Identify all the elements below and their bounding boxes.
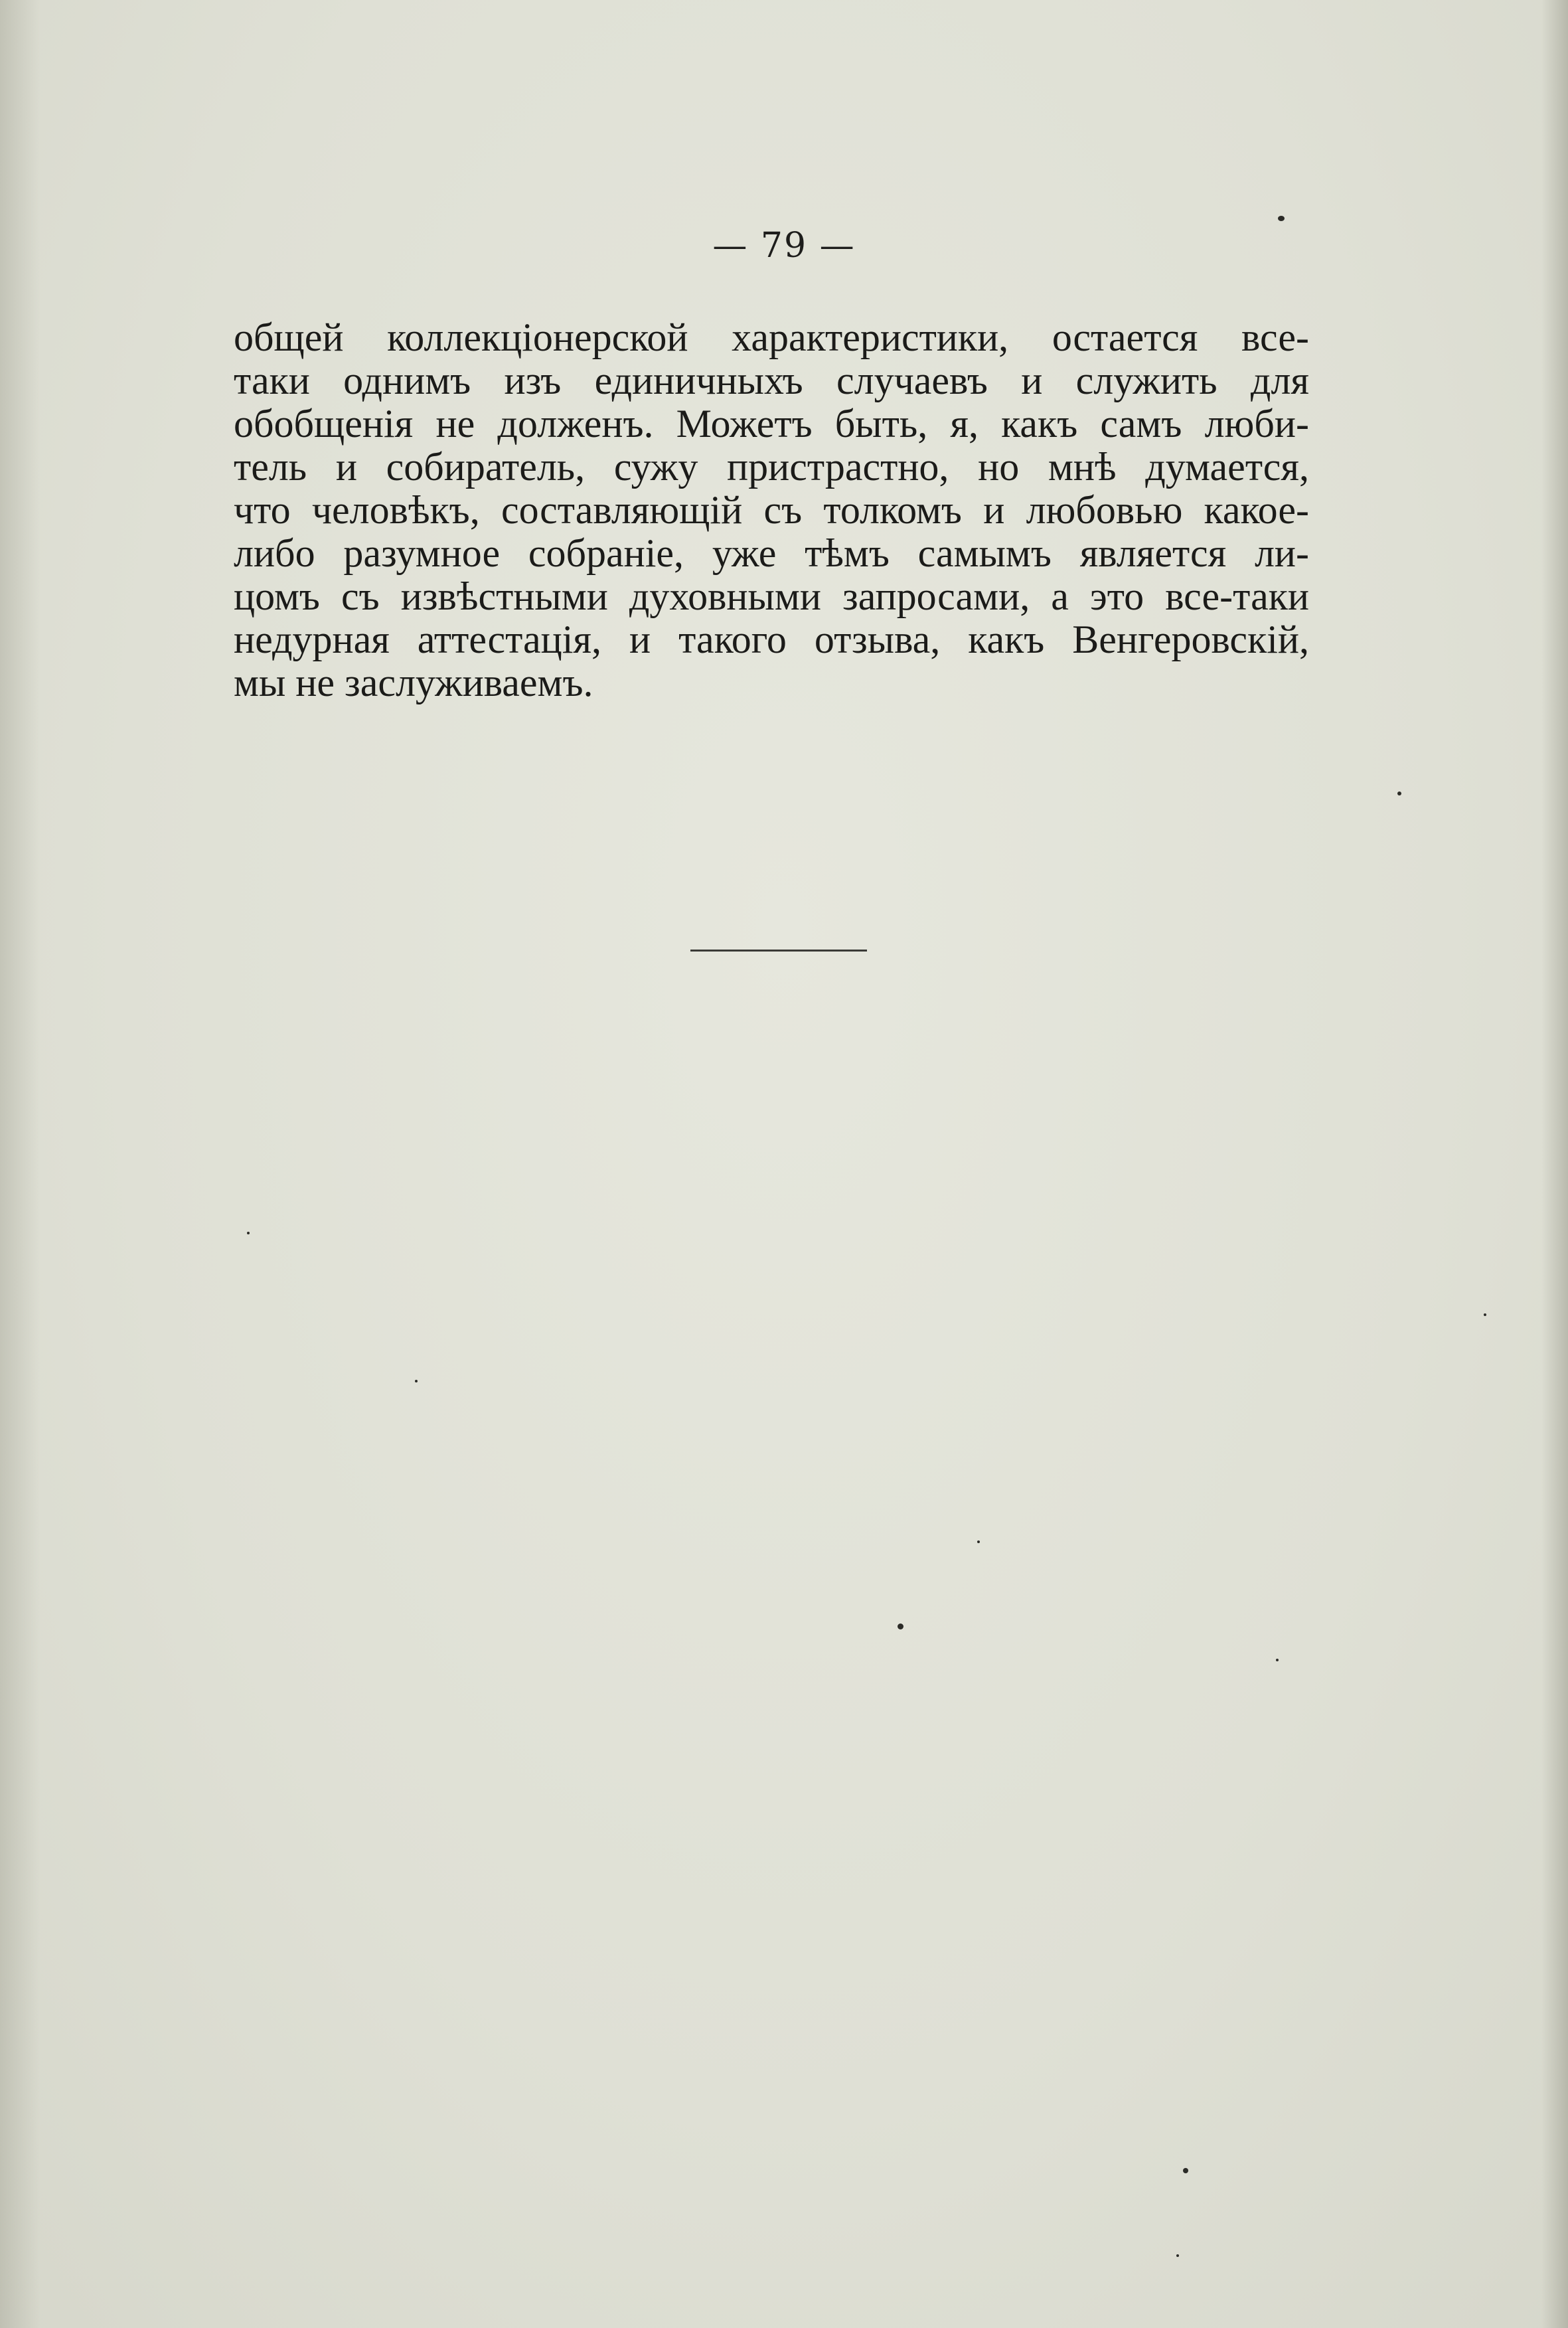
text-line: недурная аттестація, и такого отзыва, какъ Венгеровскій, — [234, 618, 1309, 661]
text-line: таки однимъ изъ единичныхъ случаевъ и служить для — [234, 359, 1309, 402]
text-line: цомъ съ извѣстными духовными запросами, а это все-таки — [234, 574, 1309, 618]
text-line: мы не заслуживаемъ. — [234, 661, 593, 705]
section-end-rule — [690, 950, 867, 952]
paper-speck — [415, 1380, 418, 1382]
paper-speck — [1276, 1659, 1279, 1661]
page-edge-shadow-left — [0, 0, 40, 2328]
paper-speck — [1183, 2168, 1188, 2173]
paper-speck — [1278, 216, 1285, 221]
text-line: что человѣкъ, составляющій съ толкомъ и любовью какое- — [234, 488, 1309, 532]
page-number: — 79 — — [712, 226, 856, 266]
paper-speck — [247, 1232, 250, 1234]
paper-speck — [1484, 1313, 1486, 1316]
text-line: либо разумное собраніе, уже тѣмъ самымъ является ли- — [234, 531, 1309, 575]
text-line: общей коллекціонерской характеристики, остается все- — [234, 315, 1309, 359]
text-line: обобщенія не долженъ. Можетъ быть, я, какъ самъ люби- — [234, 402, 1309, 446]
paper-speck — [1397, 791, 1401, 795]
text-line: тель и собиратель, сужу пристрастно, но мнѣ думается, — [234, 445, 1309, 489]
paper-speck — [977, 1540, 980, 1543]
body-text — [234, 316, 1309, 705]
paper-speck — [898, 1623, 903, 1629]
paper-speck — [1176, 2254, 1179, 2257]
page-edge-shadow-right — [1541, 0, 1568, 2328]
